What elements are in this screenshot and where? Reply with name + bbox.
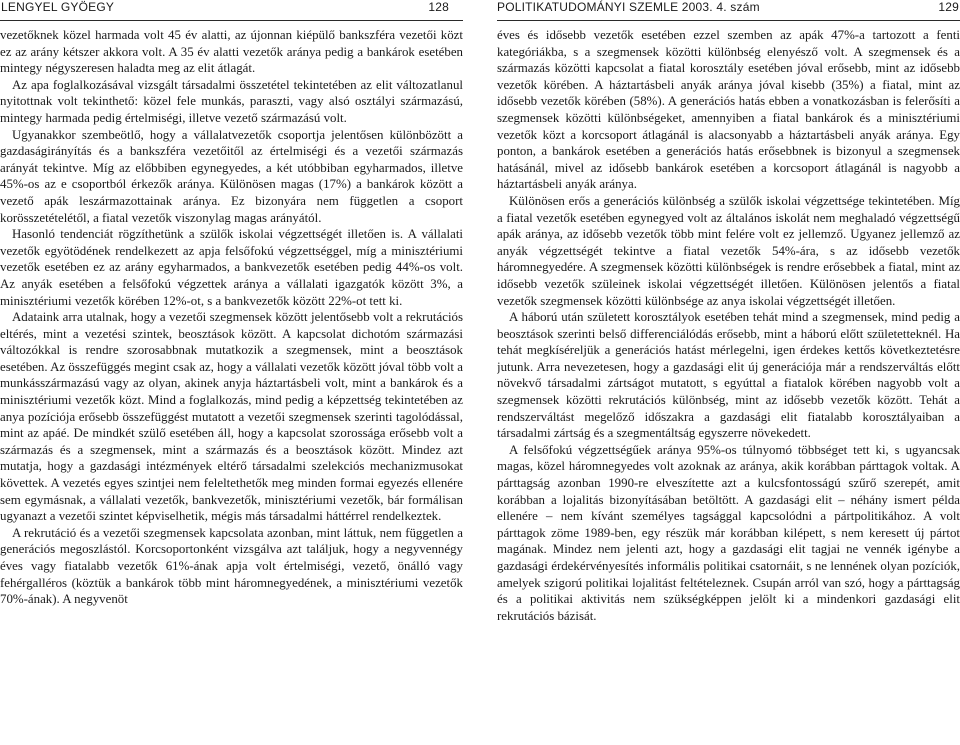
journal-running-head: POLITIKATUDOMÁNYI SZEMLE 2003. 4. szám <box>497 0 760 14</box>
right-page <box>497 0 960 745</box>
paragraph: A háború után született korosztályok esetében tehát mind a szegmensek, mind pedig a beosztások szerinti belső differenciálódás erősebb, mint a háború előtt születetteknél. Ha tehát megkíséreljük a generációs hatást mérlegelni, igen érdekes kettős következtetésre jutunk. Arra nevezetesen, hogy a gazdasági elit új generációja már a rendszerváltás előtt növekvő társadalmi zártságot mutatott, s egyúttal a fiatalok körében nagyobb volt a szegmensek közötti rekrutációs különbség, mint az idősebb vezetők között. Tehát a rendszerváltást megelőző időszakra a gazdasági elit fiatalabb korosztályaiban a társadalmi zártság és a szegmentáltság egyszerre növekedett. <box>497 310 960 441</box>
paragraph: Ugyanakkor szembeötlő, hogy a vállalatvezetők csoportja jelentősen különbözött a gazdaságirányítás és a bankszféra vezetőitől az értelmiségi és a vezetői származás arányát tekintve. Míg az előbbiben egynegyedes, a két utóbbiban egyharmados, illetve 45%-os az e csoportból érkezők aránya. Különösen magas (17%) a bankárok között a vezető apák leszármazottainak aránya. Ez bizonyára nem független a csoport korösszetételétől, a fiatal vezetők viszonylag magas arányától. <box>0 127 463 225</box>
running-header <box>0 0 463 21</box>
paragraph: vezetőknek közel harmada volt 45 év alatti, az újonnan kiépülő bankszféra vezetői közt ez az arány kétszer akkora volt. A 35 év alatti vezetők aránya pedig a bankárok esetében mintegy négyszeresen haladta meg az elit átlagát. <box>0 28 463 76</box>
paragraph: Hasonló tendenciát rögzíthetünk a szülők iskolai végzettségét illetően is. A vállalati vezetők egyötödének rendelkezett az apja felsőfokú végzettséggel, míg a minisztériumi vezetők esetében ez az arány egyharmados, a bankvezetők esetében pedig 44%-os volt. Az anyák esetében a felsőfokú végzettek aránya a vállalati igazgatók között 3%, a minisztériumi vezetők körében 12%-ot, s a bankvezetők között 22%-ot tett ki. <box>0 227 463 308</box>
author-running-head: LENGYEL GYÖEGY <box>1 0 115 14</box>
paragraph: Az apa foglalkozásával vizsgált társadalmi összetétel tekintetében az elit változatlanul nyitottnak volt tekinthető: közel fele munkás, paraszti, vagy alsó osztályi származású, mintegy harmada pedig értelmiségi, illetve vezető származású volt. <box>0 77 463 125</box>
paragraph: Adataink arra utalnak, hogy a vezetői szegmensek között jelentősebb volt a rekrutációs eltérés, mint a vezetési szintek, beosztások között. A kapcsolat dichotóm származási változókkal is rendre szorosabbnak mutatkozik a szegmensek, mint a beosztások esetében. Az összefüggés megint csak az, hogy a vállalati vezetők között jóval több volt a munkásszármazású vagy az olyan, akinek anyja háztartásbeli volt, mint a bankárok és a minisztériumi vezetők közt. Mind a foglalkozás, mind pedig a képzettség tekintetében az anya pozíciója erősebb összefüggést mutatott a vezetői szegmensek szerinti tagolódással, mint az apáé. De mindkét szülő esetében áll, hogy a kapcsolat szorossága erősebb volt a származás és a szegmensek, mint a származás és a beosztások között. Mindez azt mutatja, hogy a gazdasági intézmények eltérő társadalmi szelekciós mechanizmusokat követtek. A vezetés egyes szintjei nem feleltethetők meg minden formai egyezés ellenére sem egymásnak, a vállalati vezetők, bankvezetők, minisztériumi vezetők, bár formálisan ugyanazt a vezetői szintet képviselhetik, mégis más társadalmi háttérrel rendelkeztek. <box>0 310 463 524</box>
paragraph: A felsőfokú végzettségűek aránya 95%-os túlnyomó többséget tett ki, s ugyancsak magas, közel háromnegyedes volt azoknak az aránya, akik korábban párttagok voltak. A párttagság azonban 1990-re elveszítette azt a kulcsfontosságú szűrő szerepét, amit korábban a lojalitás bizonyításában betöltött. A gazdasági elit – néhány ismert példa ellenére – nem kívánt személyes tagsággal kapcsolódni a pártpolitikához. A volt párttagok zöme 1989-ben, egy részük már korábban kilépett, s nem keresett új pártot magának. Mindez nem jelenti azt, hogy a gazdasági elit tagjai ne vennék igénybe a gazdasági érdekérvényesítés informális politikai csatornáit, s ne lennének olyan pozíciók, amelyek szigorú politikai lojalitást feltételeznek. Csupán arról van szó, hogy a párttagság és a politikai aktivitás nem szükségképpen jelölt ki a mindenkori gazdasági elit rekrutációs bázisát. <box>497 442 960 623</box>
left-page <box>0 0 463 745</box>
page-number: 128 <box>428 0 449 14</box>
paragraph: A rekrutáció és a vezetői szegmensek kapcsolata azonban, mint láttuk, nem független a generációs megoszlástól. Korcsoportonként vizsgálva azt találjuk, hogy a negyvennégy éves vagy fiatalabb vezetők 61%-ának apja volt értelmiségi, vezető, önálló vagy fehérgalléros (köztük a bankárok több mint háromnegyedének, a minisztériumi vezetők 70%-ának). A negyvenöt <box>0 525 463 607</box>
body-text <box>497 27 960 624</box>
running-header <box>497 0 960 21</box>
page-number: 129 <box>938 0 959 14</box>
body-text <box>0 27 463 608</box>
paragraph: Különösen erős a generációs különbség a szülők iskolai végzettsége tekintetében. Míg a fiatal vezetők esetében egynegyed volt az általános iskolát nem meghaladó végzettségű apák aránya, az idősebb vezetők több mint felére volt ez jellemző. Ugyanez jellemző az anyák végzettségét tekintve a fiatal vezetők 54%-ára, s az idősebb vezetők háromnegyedére. A szegmensek közötti különbségek is rendre erősebbek a fiatal, mint az idősebb vezetők szüleinek iskolai végzettségét illetően. Különösen jelentős a fiatal vezetők szegmensek közötti különbsége az anya iskolai végzettségét illetően. <box>497 193 960 308</box>
paragraph: éves és idősebb vezetők esetében ezzel szemben az apák 47%-a tartozott a fenti kategóriákba, s a szegmensek közötti különbség elenyésző volt. A szegmensek és a származás közötti kapcsolat a fiatal korosztály esetében jóval erősebb, mint az idősebb vezetők körében. A háztartásbeli anyák aránya jóval kisebb (35%) a fiatal, mint az idősebb vezetők körében (58%). A generációs hatás ebben a vonatkozásban is felerősíti a szegmensek közötti különbségeket, amennyiben a fiatal bankárok és a minisztériumi vezetők közt a korcsoport átlagánál is alacsonyabb a háztartásbeli anyák aránya. Egy ponton, a bankárok esetében a generációs hatás erősebbnek is bizonyul a szegmensek hatásánál, mivel az idősebb bankárok esetében a korcsoport átlagánál is nagyobb a háztartásbeli anyák aránya. <box>497 28 960 192</box>
